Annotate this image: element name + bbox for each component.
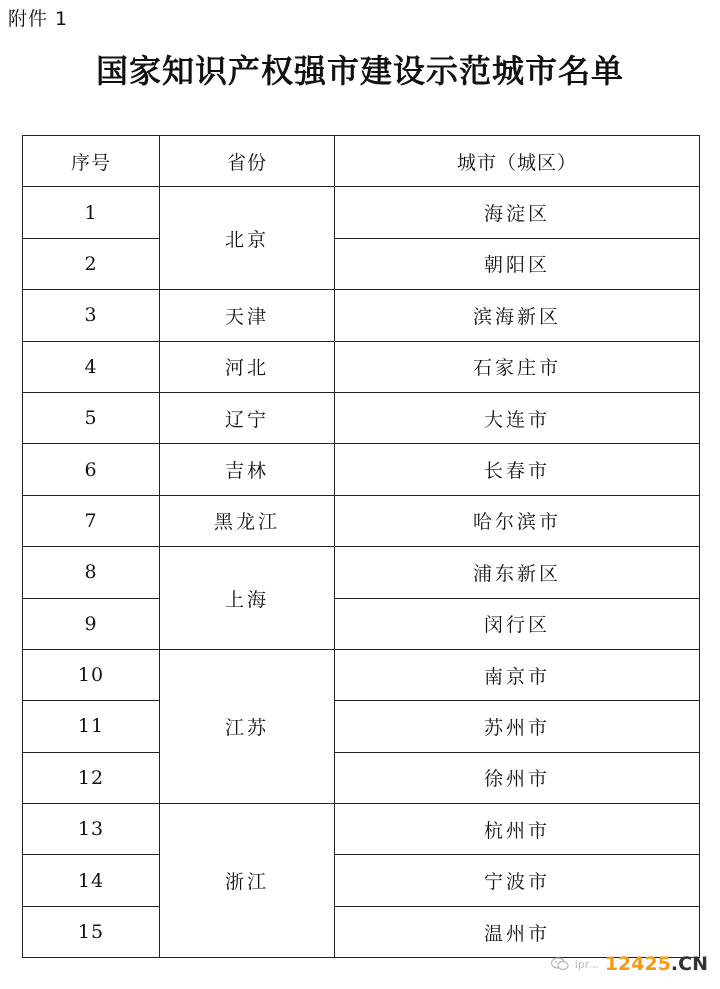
city-cell: 滨海新区: [335, 290, 700, 341]
table-row: [23, 804, 700, 855]
table-row: [23, 701, 700, 752]
table-row: [23, 238, 700, 289]
table-row: [23, 855, 700, 906]
row-number-cell: 3: [23, 290, 160, 341]
row-number-cell: 10: [23, 649, 160, 700]
document-title: 国家知识产权强市建设示范城市名单: [95, 52, 624, 90]
row-number-cell: 4: [23, 341, 160, 392]
city-cell: 南京市: [335, 649, 700, 700]
city-cell: 温州市: [335, 906, 700, 957]
row-number-cell: 8: [23, 547, 160, 598]
city-cell: 苏州市: [335, 701, 700, 752]
city-cell: 大连市: [335, 392, 700, 443]
column-header-province: 省份: [160, 136, 335, 187]
row-number-cell: 7: [23, 495, 160, 546]
city-cell: 杭州市: [335, 804, 700, 855]
province-cell: 河北: [160, 341, 335, 392]
city-cell: 哈尔滨市: [335, 495, 700, 546]
row-number-cell: 2: [23, 238, 160, 289]
city-cell: 闵行区: [335, 598, 700, 649]
watermark-site-logo: [605, 953, 708, 975]
city-cell: 长春市: [335, 444, 700, 495]
province-cell: 黑龙江: [160, 495, 335, 546]
city-cell: 海淀区: [335, 187, 700, 238]
row-number-cell: 5: [23, 392, 160, 443]
row-number-cell: 14: [23, 855, 160, 906]
table-row: [23, 495, 700, 546]
province-cell: 吉林: [160, 444, 335, 495]
table-row: [23, 392, 700, 443]
row-number-cell: 12: [23, 752, 160, 803]
table-row: [23, 187, 700, 238]
table-row: [23, 341, 700, 392]
watermark-faint-text: ipr...: [574, 957, 599, 971]
city-cell: 浦东新区: [335, 547, 700, 598]
city-cell: 徐州市: [335, 752, 700, 803]
row-number-cell: 15: [23, 906, 160, 957]
table-row: [23, 649, 700, 700]
province-cell: 江苏: [160, 649, 335, 803]
column-header-number: 序号: [23, 136, 160, 187]
row-number-cell: 1: [23, 187, 160, 238]
watermark: [551, 953, 708, 975]
table-row: [23, 598, 700, 649]
province-cell: 天津: [160, 290, 335, 341]
province-cell: 北京: [160, 187, 335, 290]
province-cell: 浙江: [160, 804, 335, 958]
wechat-icon: [551, 957, 569, 971]
table-row: [23, 547, 700, 598]
table-row: [23, 752, 700, 803]
row-number-cell: 13: [23, 804, 160, 855]
attachment-label: 附件 1: [8, 8, 69, 30]
watermark-site-number: 12425: [604, 953, 671, 975]
table-header-row: [23, 136, 700, 187]
watermark-site-domain: .CN: [670, 953, 708, 975]
table-row: [23, 906, 700, 957]
city-cell: 石家庄市: [335, 341, 700, 392]
city-cell: 朝阳区: [335, 238, 700, 289]
row-number-cell: 9: [23, 598, 160, 649]
city-cell: 宁波市: [335, 855, 700, 906]
province-cell: 上海: [160, 547, 335, 650]
row-number-cell: 11: [23, 701, 160, 752]
city-list-table: [22, 135, 700, 958]
table-row: [23, 444, 700, 495]
table-body: [23, 187, 700, 958]
table-row: [23, 290, 700, 341]
province-cell: 辽宁: [160, 392, 335, 443]
column-header-city: 城市（城区）: [335, 136, 700, 187]
row-number-cell: 6: [23, 444, 160, 495]
